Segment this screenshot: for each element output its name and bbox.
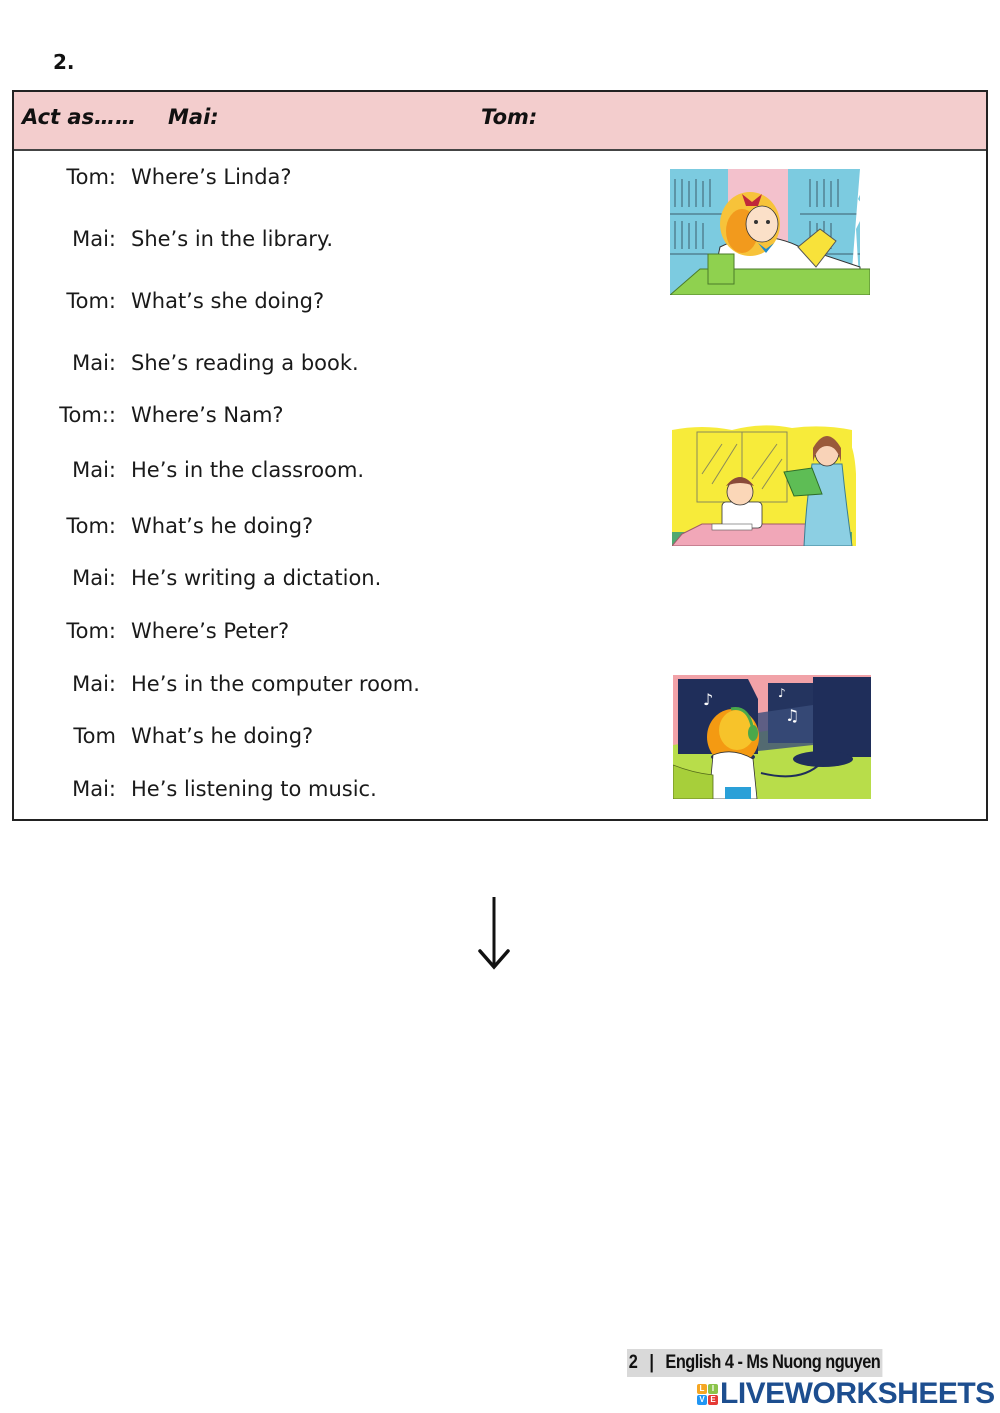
utterance-text: She’s in the library.	[131, 227, 334, 251]
act-as-label: Act as……	[22, 105, 137, 129]
tile-e: E	[708, 1395, 718, 1405]
speaker-label: Tom:	[66, 289, 116, 313]
speaker-label: Tom	[73, 724, 116, 748]
live-tiles-icon	[697, 1384, 718, 1405]
liveworksheets-logo[interactable]	[697, 1379, 995, 1409]
classroom-writing-picture	[672, 424, 872, 546]
page-footer	[627, 1349, 882, 1377]
footer-separator: |	[649, 1352, 654, 1373]
dialogue-table	[12, 90, 988, 821]
footer-title: English 4 - Ms Nuong nguyen	[665, 1352, 881, 1373]
table-header-row	[14, 92, 986, 151]
speaker-label: Tom:	[66, 165, 116, 189]
utterance-text: He’s writing a dictation.	[131, 566, 382, 590]
brand-name: LIVEWORKSHEETS	[720, 1377, 995, 1410]
svg-text:♪: ♪	[778, 686, 786, 700]
utterance-text: What’s he doing?	[131, 724, 314, 748]
tile-l: L	[697, 1384, 707, 1394]
utterance-text: What’s she doing?	[131, 289, 325, 313]
svg-text:♪: ♪	[703, 690, 714, 709]
tile-i: I	[708, 1384, 718, 1394]
utterance-text: Where’s Peter?	[131, 619, 290, 643]
utterance-text: He’s in the classroom.	[131, 458, 365, 482]
speaker-label: Mai:	[72, 458, 116, 482]
arrow-down-icon	[474, 893, 514, 973]
utterance-text: He’s in the computer room.	[131, 672, 420, 696]
tile-v: V	[697, 1395, 707, 1405]
section-number: 2.	[53, 50, 75, 74]
utterance-text: Where’s Nam?	[131, 403, 284, 427]
utterance-text: Where’s Linda?	[131, 165, 292, 189]
speaker-label: Mai:	[72, 566, 116, 590]
speaker-label: Mai:	[72, 777, 116, 801]
utterance-text: What’s he doing?	[131, 514, 314, 538]
svg-text:♫: ♫	[785, 706, 800, 725]
utterance-text: She’s reading a book.	[131, 351, 359, 375]
computer-room-music-picture	[673, 675, 871, 799]
utterance-text: He’s listening to music.	[131, 777, 377, 801]
speaker-label: Tom:	[66, 514, 116, 538]
page-number: 2	[628, 1352, 638, 1373]
speaker-label: Tom:	[66, 619, 116, 643]
speaker-label: Mai:	[72, 227, 116, 251]
role-tom-label: Tom:	[481, 105, 538, 129]
speaker-label: Mai:	[72, 672, 116, 696]
speaker-label: Mai:	[72, 351, 116, 375]
role-mai-label: Mai:	[168, 105, 219, 129]
library-reading-picture	[670, 169, 870, 295]
speaker-label: Tom::	[59, 403, 116, 427]
